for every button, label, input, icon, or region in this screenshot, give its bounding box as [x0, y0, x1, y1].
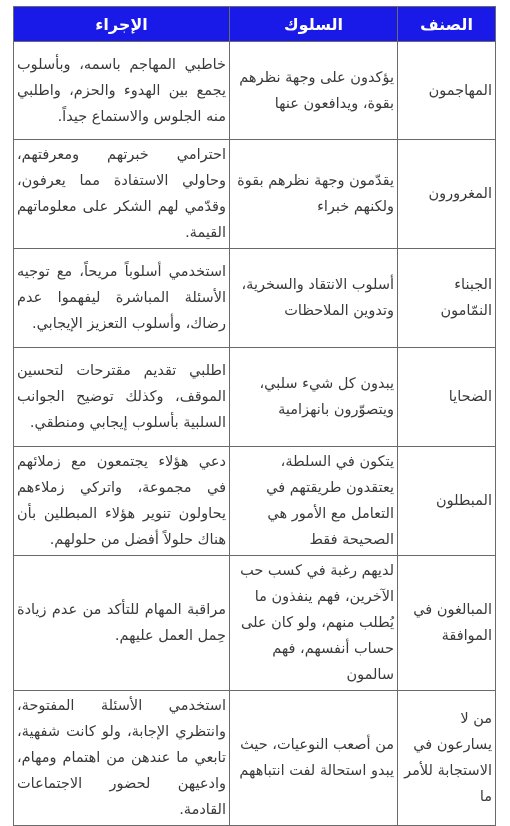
table-row: [14, 140, 496, 249]
action-cell: دعي هؤلاء يجتمعون مع زملائهم في مجموعة، واتركي زملاءهم يحاولون تنوير هؤلاء المبطلين بأن هناك حلولاً أفضل من حلولهم.: [14, 447, 230, 556]
action-cell: احترامي خبرتهم ومعرفتهم، وحاولي الاستفادة مما يعرفون، وقدّمي لهم الشكر على معلوماتهم القيمة.: [14, 140, 230, 249]
behavior-cell: يتكون في السلطة، يعتقدون طريقتهم في التعامل مع الأمور هي الصحيحة فقط: [230, 447, 398, 556]
table-row: [14, 42, 496, 140]
type-cell: من لا يسارعون في الاستجابة للأمر ما: [398, 691, 496, 826]
action-cell: استخدمي الأسئلة المفتوحة، وانتظري الإجابة، ولو كانت شفهية، تابعي ما عندهن من اهتمام ومهام، وادعيهن لحضور الاجتماعات القادمة.: [14, 691, 230, 826]
type-cell: المهاجمون: [398, 42, 496, 140]
behavior-cell: من أصعب النوعيات، حيث يبدو استحالة لفت انتباههم: [230, 691, 398, 826]
type-cell: الجبناء النمّامون: [398, 249, 496, 348]
behavior-cell: لديهم رغبة في كسب حب الآخرين، فهم ينفذون ما يُطلب منهم، ولو كان على حساب أنفسهم، فهم سالمون: [230, 556, 398, 691]
behavior-table: [13, 6, 496, 826]
header-type: الصنف: [398, 7, 496, 42]
action-cell: خاطبي المهاجم باسمه، وبأسلوب يجمع بين الهدوء والحزم، واطلبي منه الجلوس والاستماع جيداً.: [14, 42, 230, 140]
header-action: الإجراء: [14, 7, 230, 42]
type-cell: المغرورون: [398, 140, 496, 249]
type-cell: الضحايا: [398, 348, 496, 447]
table-header: [14, 7, 496, 42]
header-row: [14, 7, 496, 42]
table-row: [14, 447, 496, 556]
table-row: [14, 348, 496, 447]
header-behavior: السلوك: [230, 7, 398, 42]
behavior-table-container: [14, 6, 496, 826]
behavior-cell: يؤكدون على وجهة نظرهم بقوة، ويدافعون عنها: [230, 42, 398, 140]
behavior-cell: يقدّمون وجهة نظرهم بقوة ولكنهم خبراء: [230, 140, 398, 249]
action-cell: مراقبة المهام للتأكد من عدم زيادة حِمل العمل عليهم.: [14, 556, 230, 691]
table-row: [14, 249, 496, 348]
table-body: [14, 42, 496, 826]
table-row: [14, 691, 496, 826]
action-cell: اطلبي تقديم مقترحات لتحسين الموقف، وكذلك توضيح الجوانب السلبية بأسلوب إيجابي ومنطقي.: [14, 348, 230, 447]
behavior-cell: يبدون كل شيء سلبي، ويتصوّرون بانهزامية: [230, 348, 398, 447]
behavior-cell: أسلوب الانتقاد والسخرية، وتدوين الملاحظات: [230, 249, 398, 348]
type-cell: المبالغون في الموافقة: [398, 556, 496, 691]
type-cell: المبطلون: [398, 447, 496, 556]
action-cell: استخدمي أسلوباً مريحاً، مع توجيه الأسئلة المباشرة ليفهموا عدم رضاك، وأسلوب التعزيز الإيجابي.: [14, 249, 230, 348]
table-row: [14, 556, 496, 691]
